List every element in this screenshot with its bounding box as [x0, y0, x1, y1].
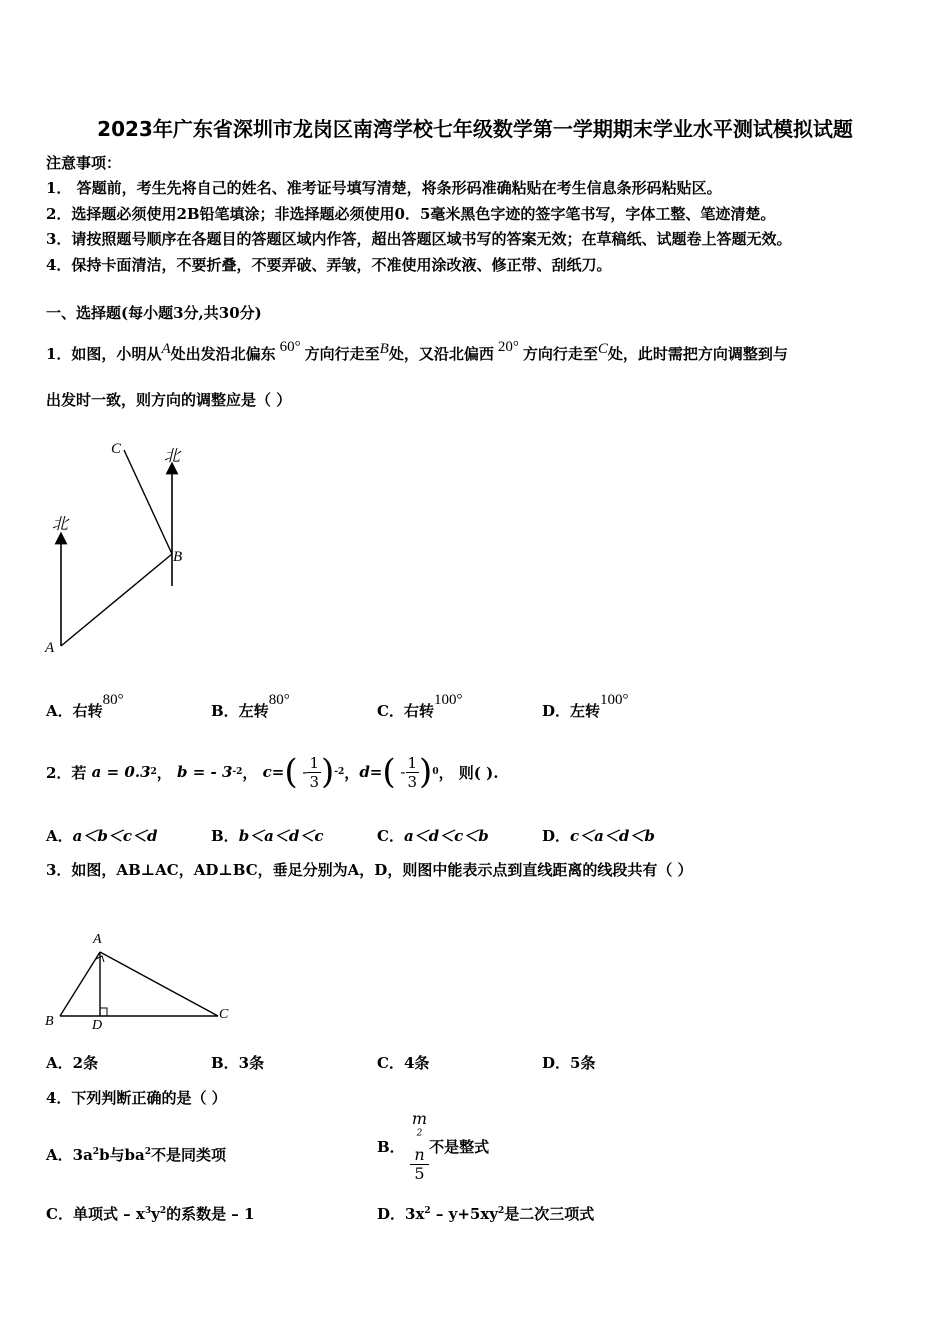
q3-option-c[interactable]: C．4条	[377, 1054, 430, 1072]
segment-ab	[61, 554, 172, 646]
segment-ac-q3	[100, 952, 218, 1016]
q4-option-d[interactable]: D．$3x^2 - y+5xy^2$是二次三项式	[377, 1205, 595, 1223]
q4-option-a[interactable]: A．$3a^2b$与$ba^2$不是同类项	[46, 1146, 227, 1164]
point-label-a-q3: A	[93, 932, 102, 947]
q1-option-c[interactable]: C．右转100°	[377, 692, 463, 720]
point-label-c: C	[111, 441, 122, 457]
q3-triangle-figure	[40, 925, 240, 1035]
q1-option-b[interactable]: B．左转80°	[211, 692, 290, 720]
q2-option-a[interactable]: A．a＜b＜c＜d	[46, 827, 158, 845]
point-label-b-q3: B	[45, 1014, 54, 1029]
question-4: 4．下列判断正确的是（ ）	[46, 1089, 227, 1107]
question-2: 2．若 a = 0.3 2 ， b = - 3 -2 ， c= ( - $\frac{1}{3}$ ) -2 ， d= ( - $\frac{1}{3}$ ) 0 ， 则( ).	[46, 752, 499, 792]
q2-option-b[interactable]: B．b＜a＜d＜c	[211, 827, 324, 845]
q2-option-d[interactable]: D．c＜a＜d＜b	[542, 827, 655, 845]
notice-item-1: 1． 答题前，考生先将自己的姓名、准考证号填写清楚，将条形码准确粘贴在考生信息条形码粘贴区。	[46, 179, 722, 197]
segment-ab-q3	[60, 952, 100, 1016]
notice-heading: 注意事项：	[46, 154, 122, 172]
point-label-b: B	[173, 549, 183, 565]
section-heading: 一、选择题(每小题3分,共30分)	[46, 304, 262, 322]
q3-option-a[interactable]: A．2条	[46, 1054, 99, 1072]
north-label-a: 北	[52, 516, 69, 533]
notice-item-3: 3．请按照题号顺序在各题目的答题区域内作答，超出答题区域书写的答案无效；在草稿纸、试题卷上答题无效。	[46, 230, 792, 248]
q3-option-b[interactable]: B．3条	[211, 1054, 265, 1072]
segment-bc	[124, 450, 172, 554]
point-label-a: A	[45, 640, 55, 656]
q1-option-d[interactable]: D．左转100°	[542, 692, 629, 720]
question-3: 3．如图，AB⊥AC，AD⊥BC，垂足分别为A，D，则图中能表示点到直线距离的线段共有（ ）	[46, 861, 693, 879]
q3-option-d[interactable]: D．5条	[542, 1054, 596, 1072]
point-label-d-q3: D	[92, 1018, 103, 1033]
north-label-b: 北	[164, 448, 181, 465]
q4-option-c[interactable]: C．单项式 – $x^3y^2$的系数是 – 1	[46, 1205, 255, 1223]
page-title: 2023年广东省深圳市龙岗区南湾学校七年级数学第一学期期末学业水平测试模拟试题	[97, 117, 853, 141]
q2-option-c[interactable]: C．a＜d＜c＜b	[377, 827, 489, 845]
notice-item-2: 2．选择题必须使用2B铅笔填涂；非选择题必须使用0．5毫米黑色字迹的签字笔书写，字体工整、笔迹清楚。	[46, 205, 776, 223]
q4-option-b[interactable]: B． m $^2$ n 5 不是整式	[377, 1108, 490, 1183]
question-1-line-1: 1．如图，小明从A处出发沿北偏东 60° 方向行走至B处，又沿北偏西 20° 方向行走至C处，此时需把方向调整到与	[46, 339, 788, 363]
notice-item-4: 4．保持卡面清洁，不要折叠，不要弄破、弄皱，不准使用涂改液、修正带、刮纸刀。	[46, 256, 612, 274]
q1-option-a[interactable]: A．右转80°	[46, 692, 124, 720]
right-angle-mark-d	[100, 1008, 107, 1016]
q1-direction-figure	[40, 428, 200, 660]
point-label-c-q3: C	[219, 1007, 229, 1022]
question-1-line-2: 出发时一致，则方向的调整应是（ ）	[46, 391, 292, 409]
